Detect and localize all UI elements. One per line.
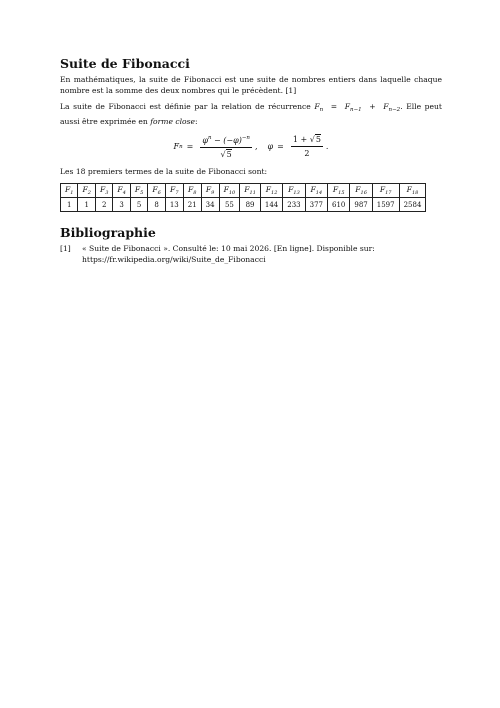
table-value-cell: 987 — [350, 198, 372, 212]
section-title: Suite de Fibonacci — [60, 56, 190, 71]
definition-text-before: La suite de Fibonacci est définie par la relation de récurrence — [60, 101, 311, 111]
table-value-cell: 34 — [201, 198, 219, 212]
table-header-cell: $F_2$ — [78, 184, 95, 198]
recurrence-formula: $F_n = F_{n-1} + F_{n-2}$ — [314, 101, 401, 113]
table-header-cell: $F_3$ — [95, 184, 112, 198]
table-value-row — [61, 198, 426, 212]
table-value-cell: 5 — [130, 198, 147, 212]
table-header-cell: $F_{11}$ — [240, 184, 261, 198]
table-header-row — [61, 184, 426, 198]
table-header-cell: $F_{13}$ — [283, 184, 305, 198]
table-header-cell: $F_{16}$ — [350, 184, 372, 198]
table-value-cell: 8 — [148, 198, 165, 212]
fibonacci-table — [60, 183, 426, 212]
table-value-cell: 144 — [260, 198, 282, 212]
table-value-cell: 377 — [305, 198, 327, 212]
table-value-cell: 2584 — [399, 198, 426, 212]
definition-text-after: . Elle peut aussi être exprimée en — [60, 101, 442, 127]
bibliography-title: Bibliographie — [60, 225, 156, 241]
table-value-cell: 610 — [328, 198, 350, 212]
intro-paragraph: En mathématiques, la suite de Fibonacci est une suite de nombres entiers dans laquelle chaque nombre est la somme des deux nombres qui le précèdent. [1] — [60, 75, 442, 96]
table-header-cell: $F_{15}$ — [328, 184, 350, 198]
closed-form-emphasis: forme close — [150, 117, 196, 127]
table-header-cell: $F_1$ — [61, 184, 78, 198]
document-content — [60, 56, 442, 266]
table-header-cell: $F_5$ — [130, 184, 147, 198]
definition-paragraph: La suite de Fibonacci est définie par la relation de récurrence $F_n = F_{n-1} + F_{n-2}$. Elle peut aussi être exprimée en forme close: — [60, 101, 442, 127]
table-header-cell: $F_9$ — [201, 184, 219, 198]
bibliography-text: « Suite de Fibonacci ». Consulté le: 10 mai 2026. [En ligne]. Disponible sur: https://fr.wikipedia.org/wiki/Suite_de_Fibonacci — [82, 244, 375, 265]
table-value-cell: 233 — [283, 198, 305, 212]
table-header-cell: $F_8$ — [183, 184, 201, 198]
table-header-cell: $F_{18}$ — [399, 184, 426, 198]
table-header-cell: $F_{12}$ — [260, 184, 282, 198]
table-value-cell: 3 — [113, 198, 130, 212]
table-header-cell: $F_{17}$ — [372, 184, 399, 198]
table-header-cell: $F_7$ — [165, 184, 183, 198]
table-intro: Les 18 premiers termes de la suite de Fibonacci sont: — [60, 166, 268, 176]
table-header-cell: $F_{10}$ — [219, 184, 240, 198]
table-value-cell: 13 — [165, 198, 183, 212]
table-value-cell: 21 — [183, 198, 201, 212]
binet-fraction: $\frac{\varphi^n - (-\varphi)^{-n}}{√5}$ — [202, 135, 250, 160]
bibliography-entry — [60, 243, 442, 266]
table-header-cell: $F_{14}$ — [305, 184, 327, 198]
bibliography-index: [1] — [60, 244, 71, 254]
binet-formula: F n = $\frac{\varphi^n - (-\varphi)^{-n}}{√5}$ , φ = $\frac{1 + √5}{2}$ . — [173, 135, 329, 160]
table-value-cell: 1597 — [372, 198, 399, 212]
table-value-cell: 2 — [95, 198, 112, 212]
table-header-cell: $F_4$ — [113, 184, 130, 198]
table-header-cell: $F_6$ — [148, 184, 165, 198]
table-value-cell: 1 — [61, 198, 78, 212]
table-value-cell: 55 — [219, 198, 240, 212]
table-value-cell: 89 — [240, 198, 261, 212]
phi-fraction: $\frac{1 + √5}{2}$ — [292, 135, 321, 159]
table-value-cell: 1 — [78, 198, 95, 212]
